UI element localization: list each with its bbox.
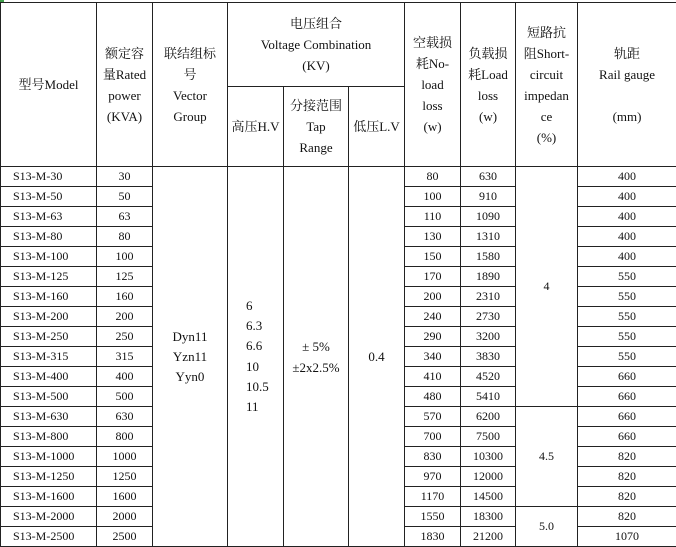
load-loss-cell: 14500 — [461, 487, 516, 507]
model-cell: S13-M-500 — [1, 387, 97, 407]
load-loss-cell: 910 — [461, 187, 516, 207]
header-line: Vector — [153, 85, 227, 106]
header-line: (%) — [516, 127, 577, 148]
header-line: 阻Short- — [516, 43, 577, 64]
model-cell: S13-M-63 — [1, 207, 97, 227]
no-load-loss-cell: 130 — [405, 227, 461, 247]
table-body — [1, 167, 676, 547]
load-loss-cell: 1310 — [461, 227, 516, 247]
model-cell: S13-M-1250 — [1, 467, 97, 487]
hv-value: 6.6 — [228, 336, 283, 356]
header-model — [1, 3, 97, 167]
model-cell: S13-M-800 — [1, 427, 97, 447]
rail-gauge-cell: 820 — [578, 507, 676, 527]
impedance-cell: 4.5 — [516, 407, 578, 507]
rail-gauge-cell: 820 — [578, 487, 676, 507]
rail-gauge-cell: 400 — [578, 247, 676, 267]
hv-value: 6 — [228, 296, 283, 316]
header-line: (mm) — [578, 106, 676, 127]
load-loss-cell: 2310 — [461, 287, 516, 307]
hv-value: 10.5 — [228, 377, 283, 397]
rated-power-cell: 315 — [97, 347, 153, 367]
vector-group-value: Yzn11 — [153, 347, 227, 367]
no-load-loss-cell: 290 — [405, 327, 461, 347]
header-voltage-combination — [228, 3, 405, 87]
header-rail-gauge — [578, 3, 676, 167]
rail-gauge-cell: 660 — [578, 367, 676, 387]
no-load-loss-cell: 150 — [405, 247, 461, 267]
header-line: 低压L.V — [349, 116, 404, 137]
no-load-loss-cell: 1830 — [405, 527, 461, 547]
vector-group-value: Dyn11 — [153, 327, 227, 347]
no-load-loss-cell: 570 — [405, 407, 461, 427]
model-cell: S13-M-400 — [1, 367, 97, 387]
header-line: (w) — [461, 106, 515, 127]
load-loss-cell: 10300 — [461, 447, 516, 467]
header-line: 电压组合 — [228, 13, 404, 34]
model-cell: S13-M-630 — [1, 407, 97, 427]
load-loss-cell: 1580 — [461, 247, 516, 267]
header-lv — [349, 87, 405, 167]
rail-gauge-cell: 820 — [578, 447, 676, 467]
no-load-loss-cell: 240 — [405, 307, 461, 327]
rail-gauge-cell: 550 — [578, 347, 676, 367]
header-line: circuit — [516, 64, 577, 85]
hv-cell — [228, 167, 284, 547]
rated-power-cell: 1000 — [97, 447, 153, 467]
header-line: Voltage Combination — [228, 34, 404, 55]
header-line: load — [405, 74, 460, 95]
no-load-loss-cell: 80 — [405, 167, 461, 187]
load-loss-cell: 3200 — [461, 327, 516, 347]
header-line: 短路抗 — [516, 22, 577, 43]
transformer-spec-table — [0, 2, 676, 547]
no-load-loss-cell: 830 — [405, 447, 461, 467]
vector-group-value: Yyn0 — [153, 367, 227, 387]
rail-gauge-cell: 820 — [578, 467, 676, 487]
rail-gauge-cell: 550 — [578, 287, 676, 307]
header-line: 耗No- — [405, 53, 460, 74]
rail-gauge-cell: 1070 — [578, 527, 676, 547]
header-line: ce — [516, 106, 577, 127]
rail-gauge-cell: 400 — [578, 227, 676, 247]
rated-power-cell: 2000 — [97, 507, 153, 527]
rated-power-cell: 100 — [97, 247, 153, 267]
model-cell: S13-M-315 — [1, 347, 97, 367]
model-cell: S13-M-250 — [1, 327, 97, 347]
model-cell: S13-M-160 — [1, 287, 97, 307]
load-loss-cell: 12000 — [461, 467, 516, 487]
rail-gauge-cell: 400 — [578, 187, 676, 207]
header-line: loss — [405, 95, 460, 116]
load-loss-cell: 18300 — [461, 507, 516, 527]
rated-power-cell: 63 — [97, 207, 153, 227]
rated-power-cell: 200 — [97, 307, 153, 327]
tap-range-cell — [284, 167, 349, 547]
header-line: 高压H.V — [228, 116, 283, 137]
load-loss-cell: 1090 — [461, 207, 516, 227]
header-line: Group — [153, 106, 227, 127]
model-cell: S13-M-1000 — [1, 447, 97, 467]
load-loss-cell: 5410 — [461, 387, 516, 407]
header-impedance — [516, 3, 578, 167]
rail-gauge-cell: 550 — [578, 307, 676, 327]
no-load-loss-cell: 1170 — [405, 487, 461, 507]
tap-range-value: ± 5% — [284, 336, 348, 357]
load-loss-cell: 4520 — [461, 367, 516, 387]
model-cell: S13-M-50 — [1, 187, 97, 207]
no-load-loss-cell: 970 — [405, 467, 461, 487]
header-line: Range — [284, 137, 348, 158]
header-line: 负载损 — [461, 43, 515, 64]
rated-power-cell: 800 — [97, 427, 153, 447]
rail-gauge-cell: 660 — [578, 407, 676, 427]
header-hv — [228, 87, 284, 167]
header-vector-group — [153, 3, 228, 167]
load-loss-cell: 1890 — [461, 267, 516, 287]
model-cell: S13-M-30 — [1, 167, 97, 187]
header-line: 耗Load — [461, 64, 515, 85]
tap-range-value: ±2x2.5% — [284, 357, 348, 378]
model-cell: S13-M-100 — [1, 247, 97, 267]
header-line: power — [97, 85, 152, 106]
header-line: 量Rated — [97, 64, 152, 85]
no-load-loss-cell: 700 — [405, 427, 461, 447]
rail-gauge-cell: 550 — [578, 327, 676, 347]
model-cell: S13-M-2000 — [1, 507, 97, 527]
header-line — [578, 85, 676, 106]
rated-power-cell: 1250 — [97, 467, 153, 487]
rated-power-cell: 500 — [97, 387, 153, 407]
load-loss-cell: 2730 — [461, 307, 516, 327]
table-row — [1, 167, 676, 187]
header-line: impedan — [516, 85, 577, 106]
no-load-loss-cell: 340 — [405, 347, 461, 367]
load-loss-cell: 21200 — [461, 527, 516, 547]
rated-power-cell: 2500 — [97, 527, 153, 547]
vector-group-cell — [153, 167, 228, 547]
model-cell: S13-M-200 — [1, 307, 97, 327]
header-line: (w) — [405, 116, 460, 137]
rated-power-cell: 630 — [97, 407, 153, 427]
header-line: loss — [461, 85, 515, 106]
rated-power-cell: 50 — [97, 187, 153, 207]
load-loss-cell: 3830 — [461, 347, 516, 367]
impedance-cell: 5.0 — [516, 507, 578, 547]
hv-value: 11 — [228, 397, 283, 417]
header-line: Tap — [284, 116, 348, 137]
no-load-loss-cell: 480 — [405, 387, 461, 407]
rail-gauge-cell: 550 — [578, 267, 676, 287]
header-line: 型号Model — [1, 74, 96, 95]
header-line: Rail gauge — [578, 64, 676, 85]
rail-gauge-cell: 660 — [578, 387, 676, 407]
rail-gauge-cell: 400 — [578, 167, 676, 187]
header-line: 额定容 — [97, 43, 152, 64]
hv-value: 10 — [228, 357, 283, 377]
header-line: (KV) — [228, 55, 404, 76]
rated-power-cell: 30 — [97, 167, 153, 187]
rated-power-cell: 400 — [97, 367, 153, 387]
lv-cell: 0.4 — [349, 167, 405, 547]
impedance-cell: 4 — [516, 167, 578, 407]
rated-power-cell: 125 — [97, 267, 153, 287]
rated-power-cell: 160 — [97, 287, 153, 307]
no-load-loss-cell: 410 — [405, 367, 461, 387]
no-load-loss-cell: 110 — [405, 207, 461, 227]
hv-value: 6.3 — [228, 316, 283, 336]
header-load-loss — [461, 3, 516, 167]
load-loss-cell: 6200 — [461, 407, 516, 427]
header-rated-power — [97, 3, 153, 167]
model-cell: S13-M-1600 — [1, 487, 97, 507]
model-cell: S13-M-2500 — [1, 527, 97, 547]
rated-power-cell: 250 — [97, 327, 153, 347]
rated-power-cell: 1600 — [97, 487, 153, 507]
header-line: (KVA) — [97, 106, 152, 127]
header-line: 空载损 — [405, 32, 460, 53]
header-line: 联结组标 — [153, 43, 227, 64]
model-cell: S13-M-80 — [1, 227, 97, 247]
header-line: 分接范围 — [284, 95, 348, 116]
rail-gauge-cell: 400 — [578, 207, 676, 227]
no-load-loss-cell: 170 — [405, 267, 461, 287]
model-cell: S13-M-125 — [1, 267, 97, 287]
no-load-loss-cell: 1550 — [405, 507, 461, 527]
header-no-load-loss — [405, 3, 461, 167]
load-loss-cell: 630 — [461, 167, 516, 187]
rail-gauge-cell: 660 — [578, 427, 676, 447]
rated-power-cell: 80 — [97, 227, 153, 247]
header-tap-range — [284, 87, 349, 167]
load-loss-cell: 7500 — [461, 427, 516, 447]
header-line: 号 — [153, 64, 227, 85]
no-load-loss-cell: 200 — [405, 287, 461, 307]
header-line: 轨距 — [578, 43, 676, 64]
no-load-loss-cell: 100 — [405, 187, 461, 207]
